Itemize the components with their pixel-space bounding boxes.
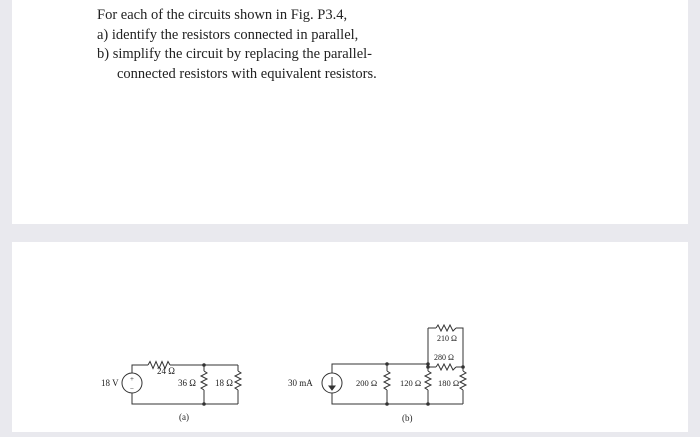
resistor-180-ohm <box>460 371 466 390</box>
problem-statement <box>97 6 377 84</box>
label-24-ohm: 24 Ω <box>157 366 175 376</box>
problem-card <box>12 0 688 224</box>
problem-part-a: a) identify the resistors connected in parallel, <box>97 26 359 43</box>
resistor-120-ohm <box>425 371 431 390</box>
label-36-ohm: 36 Ω <box>178 378 196 388</box>
resistor-18-ohm <box>235 371 241 390</box>
label-18-ohm: 18 Ω <box>215 378 233 388</box>
label-200-ohm: 200 Ω <box>356 378 378 388</box>
label-minus-sign: − <box>130 385 134 393</box>
label-180-ohm: 180 Ω <box>438 378 460 388</box>
label-source-18v: 18 V <box>101 378 119 388</box>
label-280-ohm: 280 Ω <box>434 353 454 362</box>
label-120-ohm: 120 Ω <box>400 378 422 388</box>
problem-intro: For each of the circuits shown in Fig. P3.4, <box>97 7 348 23</box>
label-210-ohm: 210 Ω <box>437 334 457 343</box>
problem-part-b-line2: connected resistors with equivalent resistors. <box>117 65 377 82</box>
resistor-200-ohm <box>384 371 390 390</box>
label-source-30ma: 30 mA <box>288 378 313 388</box>
resistor-280-ohm <box>436 364 456 370</box>
circuit-figure <box>12 242 688 432</box>
label-plus-sign: + <box>130 375 134 383</box>
caption-a: (a) <box>179 412 189 422</box>
resistor-36-ohm <box>201 371 207 390</box>
problem-part-b-line1: b) simplify the circuit by replacing the parallel- <box>97 46 372 62</box>
caption-b: (b) <box>402 413 413 423</box>
figure-card <box>12 242 688 432</box>
resistor-210-ohm <box>436 325 456 331</box>
